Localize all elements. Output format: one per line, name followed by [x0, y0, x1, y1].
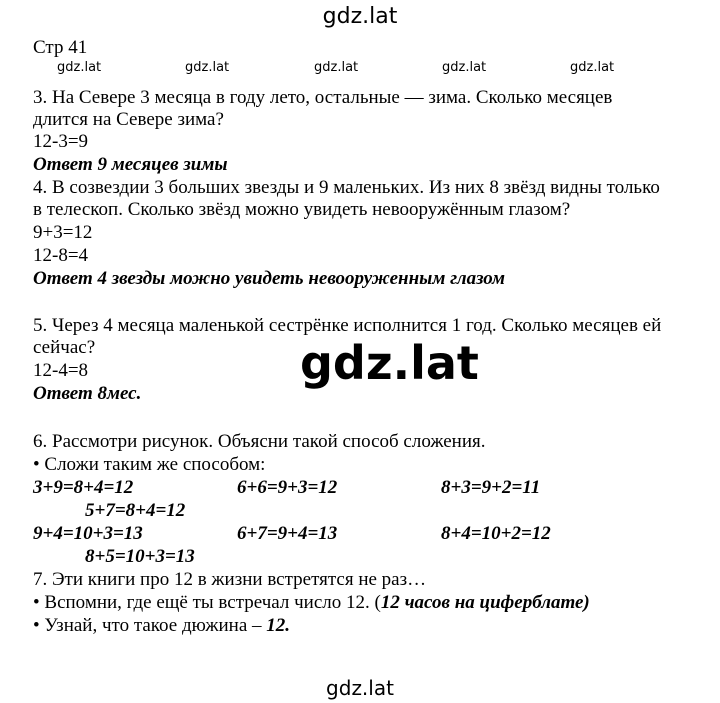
task6-equation: 8+5=10+3=13 [85, 546, 195, 567]
task7-text-line1: 7. Эти книги про 12 в жизни встретятся не раз… [33, 569, 427, 590]
task6-equation: 8+4=10+2=12 [441, 523, 551, 544]
watermark-bottom: gdz.lat [326, 676, 394, 700]
task5-text-line2: сейчас? [33, 337, 96, 358]
watermark-center: gdz.lat [300, 336, 479, 390]
task3-text-line2: длится на Севере зима? [33, 109, 224, 130]
page-label: Стр 41 [33, 37, 88, 58]
task7-text-line2 [33, 592, 590, 614]
task6-text-line1: 6. Рассмотри рисунок. Объясни такой способ сложения. [33, 431, 486, 452]
task6-equation: 6+6=9+3=12 [237, 477, 338, 498]
task7-line2-prefix: • Вспомни, где ещё ты встречал число 12. ( [33, 592, 381, 613]
task5-calc: 12-4=8 [33, 360, 89, 381]
task6-equation: 5+7=8+4=12 [85, 500, 186, 521]
task3-answer: Ответ 9 месяцев зимы [33, 154, 228, 175]
task3-text-line1: 3. На Севере 3 месяца в году лето, остальные — зима. Сколько месяцев [33, 87, 613, 108]
watermark-small: gdz.lat [185, 60, 230, 75]
task4-calc1: 9+3=12 [33, 222, 93, 243]
task6-equation: 6+7=9+4=13 [237, 523, 338, 544]
watermark-small: gdz.lat [57, 60, 102, 75]
task5-answer: Ответ 8мес. [33, 383, 142, 404]
task4-text-line2: в телескоп. Сколько звёзд можно увидеть невооружённым глазом? [33, 199, 571, 220]
task5-text-line1: 5. Через 4 месяца маленькой сестрёнке исполнится 1 год. Сколько месяцев ей [33, 315, 662, 336]
task6-equation: 3+9=8+4=12 [33, 477, 134, 498]
watermark-small: gdz.lat [570, 60, 615, 75]
watermark-small: gdz.lat [442, 60, 487, 75]
task4-answer: Ответ 4 звезды можно увидеть невооруженным глазом [33, 268, 506, 289]
task3-calc: 12-3=9 [33, 131, 89, 152]
task6-equation: 9+4=10+3=13 [33, 523, 143, 544]
task6-equation: 8+3=9+2=11 [441, 477, 541, 498]
task7-text-line3 [33, 615, 290, 637]
watermark-small: gdz.lat [314, 60, 359, 75]
task4-calc2: 12-8=4 [33, 245, 89, 266]
task7-line3-answer: 12. [266, 615, 291, 636]
task4-text-line1: 4. В созвездии 3 больших звезды и 9 маленьких. Из них 8 звёзд видны только [33, 177, 660, 198]
task7-line3-prefix: • Узнай, что такое дюжина – [33, 615, 267, 636]
task7-line2-answer: 12 часов на циферблате) [380, 592, 590, 613]
task6-text-line2: • Сложи таким же способом: [33, 454, 266, 475]
watermark-top: gdz.lat [322, 4, 398, 29]
